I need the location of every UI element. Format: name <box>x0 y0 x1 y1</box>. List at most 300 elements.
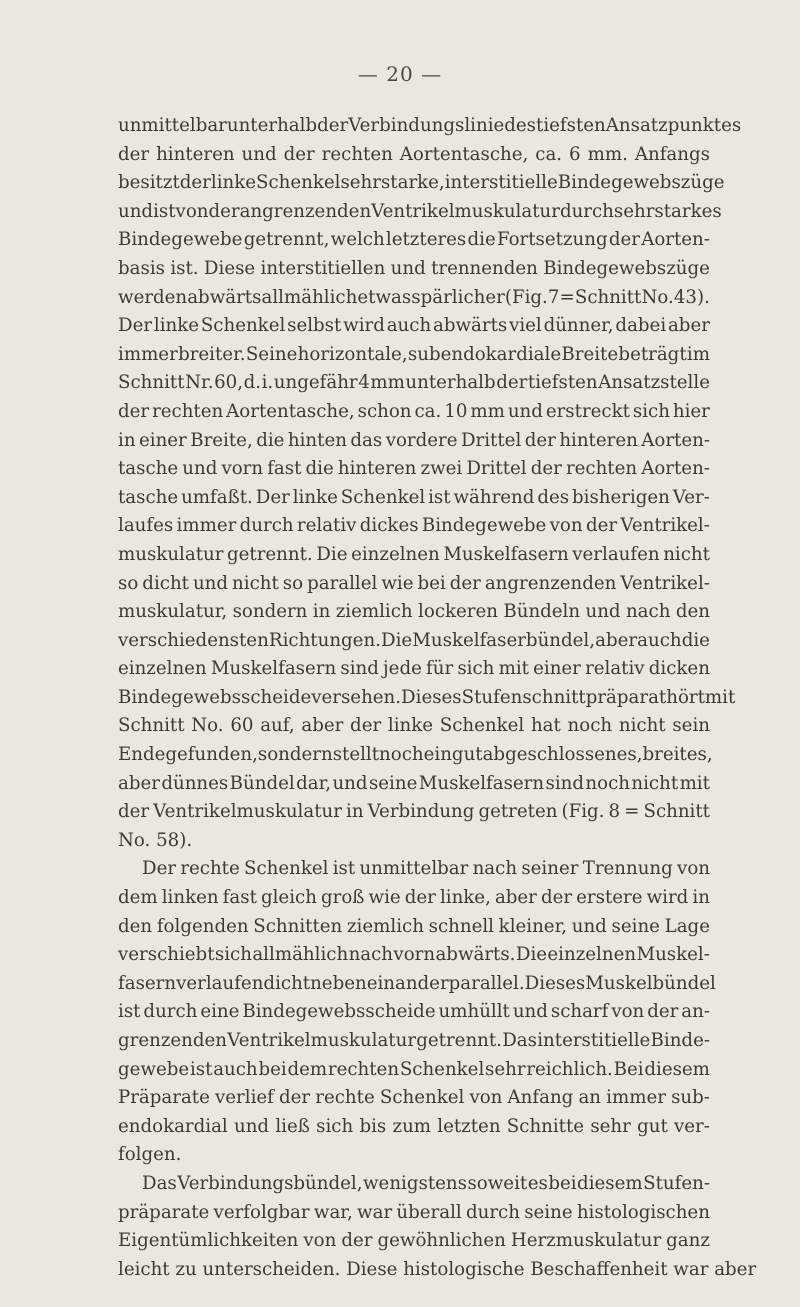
word: sehr <box>613 200 655 222</box>
word: sehr <box>340 172 381 194</box>
word: Muskelfasern <box>210 658 337 680</box>
text-line <box>118 712 710 741</box>
word: nach <box>625 601 671 623</box>
word: Der <box>118 315 153 337</box>
text-line <box>118 112 742 141</box>
word: immer <box>176 515 237 537</box>
word: breiter. <box>178 343 246 365</box>
word: hat <box>530 715 561 737</box>
text-line: folgen. <box>118 1144 182 1166</box>
word: = <box>559 286 575 308</box>
word: Bindegewebszüge <box>557 172 725 194</box>
word: stellt <box>332 744 380 766</box>
word: Schenkel <box>244 858 329 880</box>
word: überall <box>396 1201 462 1223</box>
word: war, <box>313 1201 353 1223</box>
word: und <box>192 572 229 594</box>
word: die <box>256 429 285 451</box>
word: Richtungen. <box>268 629 381 651</box>
word: aber <box>494 887 537 909</box>
word: Muskelfaserbündel, <box>412 629 596 651</box>
word: einzelnen <box>118 658 207 680</box>
word: dünner, <box>543 315 614 337</box>
word: linke <box>387 715 434 737</box>
text-line <box>118 970 716 999</box>
word: verschiebt <box>118 944 215 966</box>
word: Schnitt <box>643 801 710 823</box>
word: aber <box>301 715 344 737</box>
word: dem <box>118 887 158 909</box>
word: sich <box>632 400 670 422</box>
word: groß <box>321 887 365 909</box>
word: sich <box>457 658 495 680</box>
word: schnell <box>428 915 494 937</box>
word: der <box>449 572 481 594</box>
word: 7 <box>547 286 560 308</box>
word: und <box>241 143 277 165</box>
word: Bindegewebe <box>421 515 547 537</box>
text-line <box>118 941 710 970</box>
word: Das <box>502 1030 537 1051</box>
word: sind <box>340 658 379 680</box>
word: fast <box>222 887 257 909</box>
word: diesem <box>644 1058 710 1080</box>
word: linke, <box>439 887 491 909</box>
word: Schenkel <box>379 1087 465 1109</box>
word: No. <box>641 286 674 308</box>
body-text <box>118 112 757 1284</box>
word: wird <box>646 887 689 909</box>
word: und <box>182 458 218 480</box>
word: d. <box>243 372 262 394</box>
word: und <box>585 601 621 623</box>
word: und <box>234 1115 270 1137</box>
word: interstitiellen <box>260 257 386 279</box>
word: des <box>537 486 570 508</box>
word: Seine <box>245 343 298 365</box>
word: getrennt, <box>243 229 330 251</box>
text-line <box>118 855 710 884</box>
word: der <box>179 172 211 194</box>
word: rechten <box>327 1058 400 1080</box>
word: abwärts <box>433 315 508 337</box>
word: und <box>118 200 154 222</box>
text-line <box>118 541 710 570</box>
word: Muskel- <box>636 944 710 966</box>
word: auch <box>637 629 682 651</box>
word: hinteren <box>156 143 235 165</box>
text-line <box>118 284 710 313</box>
text-line <box>118 427 710 456</box>
text-line <box>118 341 710 370</box>
word: reichlich. <box>526 1058 613 1080</box>
word: Aorten- <box>641 458 710 480</box>
text-line <box>118 169 725 198</box>
word: linke <box>153 315 200 337</box>
word: Verbindungslinie <box>348 115 505 136</box>
word: durch <box>239 515 294 537</box>
word: wenigstens <box>362 1172 467 1194</box>
word: Schnitt <box>574 286 642 308</box>
word: gewebe <box>118 1058 190 1080</box>
word: rechte <box>315 1087 375 1109</box>
word: umhüllt <box>438 1001 510 1023</box>
word: rechten <box>565 458 638 480</box>
word: verlaufen <box>572 543 660 565</box>
word: dicht <box>142 572 189 594</box>
word: Ventrikelmuskulatur <box>371 200 560 222</box>
word: interstitielle <box>537 1030 651 1051</box>
word: aber <box>667 315 710 337</box>
word: der <box>585 515 618 537</box>
word: linken <box>161 887 219 909</box>
word: Bindegewebsscheide <box>118 686 312 708</box>
word: ganz <box>666 1230 710 1252</box>
word: Schnitt <box>118 372 185 394</box>
text-line <box>118 398 710 427</box>
word: mit <box>498 658 529 680</box>
word: Schnitt <box>118 715 185 737</box>
word: sich <box>214 944 252 966</box>
word: abgeschlossenes, <box>482 744 643 766</box>
word: Herzmuskulatur <box>510 1230 662 1252</box>
text-line <box>118 455 710 484</box>
word: der <box>647 1001 679 1023</box>
word: Lage <box>664 915 710 937</box>
word: bisherigen <box>571 486 670 508</box>
text-line <box>118 369 710 398</box>
word: Ende <box>118 744 166 766</box>
word: fasern <box>118 972 177 994</box>
paragraph <box>118 1170 757 1284</box>
word: Präparate <box>118 1087 210 1109</box>
word: mm. <box>587 143 628 165</box>
word: seine <box>611 915 660 937</box>
word: Ventrikel- <box>620 515 710 537</box>
word: dünnes <box>161 772 229 794</box>
word: präparate <box>118 1201 210 1223</box>
word: fast <box>267 458 302 480</box>
word: gewöhnlichen <box>377 1230 506 1252</box>
word: i. <box>261 372 274 394</box>
word: tasche <box>118 486 179 508</box>
word: von <box>303 1230 337 1252</box>
word: ca. <box>414 400 442 422</box>
word: angrenzenden <box>239 200 372 222</box>
word: linke <box>210 172 257 194</box>
word: auf, <box>260 715 295 737</box>
word: Stufenschnittpräparat <box>461 686 667 708</box>
word: Verbindung <box>367 801 475 823</box>
word: Ventrikel- <box>620 572 710 594</box>
word: ver- <box>674 1115 710 1137</box>
word: gut <box>451 744 483 766</box>
text-line <box>118 770 710 799</box>
text-line <box>118 226 710 255</box>
word: zwei <box>420 458 463 480</box>
word: endokardial <box>118 1115 228 1137</box>
word: sondern <box>232 601 308 623</box>
word: mm <box>470 400 505 422</box>
word: es <box>527 1172 548 1194</box>
word: rechten <box>321 143 393 165</box>
word: Breite <box>561 343 619 365</box>
word: erstreckt <box>545 400 630 422</box>
word: 60 <box>230 715 254 737</box>
word: umfaßt. <box>181 486 253 508</box>
word: nach <box>348 944 394 966</box>
word: Das <box>142 1172 177 1194</box>
word: Der <box>142 858 177 880</box>
word: noch <box>567 715 613 737</box>
word: der <box>540 887 573 909</box>
word: der <box>341 1230 373 1252</box>
word: ziemlich <box>335 601 413 623</box>
text-line <box>118 1170 710 1199</box>
word: getreten <box>478 801 558 823</box>
word: verschiedensten <box>118 629 269 651</box>
word: Ventrikelmuskulatur <box>153 801 342 823</box>
word: ungefähr <box>273 372 358 394</box>
word: erstere <box>576 887 643 909</box>
word: Die <box>316 543 348 565</box>
word: verfolgbar <box>213 1201 310 1223</box>
word: wie <box>381 572 414 594</box>
word: hinten <box>287 429 347 451</box>
word: letzten <box>437 1115 501 1137</box>
word: den <box>675 601 710 623</box>
word: 60, <box>214 372 243 394</box>
word: nebeneinander <box>310 972 449 994</box>
word: diesem <box>577 1172 643 1194</box>
word: Schnitte <box>506 1115 585 1137</box>
word: das <box>350 429 383 451</box>
word: getrennt. <box>227 543 313 565</box>
word: 4 <box>358 372 370 394</box>
word: durch <box>465 1201 520 1223</box>
word: angrenzenden <box>484 572 617 594</box>
word: der <box>279 1087 311 1109</box>
word: Bündeln <box>503 601 581 623</box>
text-line: No. 58). <box>118 829 193 851</box>
word: Dieses <box>401 686 462 708</box>
word: ist <box>332 858 356 880</box>
word: trennenden <box>431 257 538 279</box>
word: viel <box>509 315 542 337</box>
word: nicht <box>663 543 710 565</box>
word: der <box>283 143 315 165</box>
word: Fortsetzung <box>496 229 608 251</box>
word: den <box>118 915 153 937</box>
word: von <box>549 515 583 537</box>
text-line <box>118 798 710 827</box>
word: dem <box>287 1058 328 1080</box>
word: starkes <box>654 200 722 222</box>
word: wie <box>368 887 401 909</box>
word: Ansatzstelle <box>598 372 710 394</box>
word: Aortentasche, <box>226 400 355 422</box>
word: (Fig. <box>504 286 548 308</box>
word: gleich <box>260 887 317 909</box>
word: noch <box>585 772 630 794</box>
word: beträgt <box>618 343 687 365</box>
word: noch <box>379 744 424 766</box>
word: der <box>530 458 562 480</box>
word: des <box>504 115 537 136</box>
word: soweit <box>467 1172 528 1194</box>
word: und <box>512 1001 548 1023</box>
word: bei <box>417 572 446 594</box>
word: Bindegewebsscheide <box>242 1001 436 1023</box>
word: 43). <box>673 286 710 308</box>
word: letzteres <box>385 229 467 251</box>
text-line <box>118 312 710 341</box>
text-line <box>118 1199 710 1228</box>
text-line <box>118 741 713 770</box>
word: so <box>118 572 139 594</box>
word: Schenkel <box>200 315 286 337</box>
word: Dieses <box>524 972 586 994</box>
word: Bindegewebe <box>118 229 243 251</box>
word: Diese <box>203 257 256 279</box>
word: seiner <box>521 858 579 880</box>
word: laufes <box>118 515 174 537</box>
word: ist. <box>170 257 199 279</box>
word: für <box>426 658 454 680</box>
word: Eigentümlichkeiten <box>118 1230 299 1252</box>
word: unterhalb <box>226 115 318 136</box>
word: sub- <box>671 1087 710 1109</box>
word: tiefsten <box>536 115 606 136</box>
word: relativ <box>585 658 645 680</box>
word: Die <box>381 629 413 651</box>
word: interstitielle <box>444 172 558 194</box>
word: hört <box>666 686 705 708</box>
text-line <box>118 1027 710 1056</box>
word: abwärts. <box>435 944 516 966</box>
text-line <box>118 684 736 713</box>
word: der <box>350 715 382 737</box>
word: unterhalb <box>405 372 496 394</box>
word: ist <box>153 200 176 222</box>
word: auch <box>386 315 432 337</box>
word: vordere <box>385 429 458 451</box>
word: = <box>624 801 640 823</box>
word: sondern <box>257 744 333 766</box>
text-line <box>118 198 722 227</box>
word: seine <box>524 1201 573 1223</box>
word: die <box>681 629 710 651</box>
word: und <box>507 400 543 422</box>
word: muskulatur <box>118 543 224 565</box>
word: Ver- <box>672 486 710 508</box>
text-line <box>118 141 710 170</box>
word: ist <box>189 1058 213 1080</box>
word: immer <box>118 343 178 365</box>
text-line <box>118 1227 710 1256</box>
word: getrennt. <box>416 1030 502 1051</box>
word: Schenkel <box>340 486 426 508</box>
text-line <box>118 598 710 627</box>
word: kleiner, <box>498 915 568 937</box>
word: Anfangs <box>634 143 710 165</box>
word: lockeren <box>418 601 498 623</box>
word: Die <box>515 944 548 966</box>
word: und <box>571 915 607 937</box>
word: Aortentasche, <box>399 143 529 165</box>
word: ist <box>428 486 451 508</box>
word: während <box>453 486 535 508</box>
word: ließ <box>275 1115 310 1137</box>
word: vorn <box>393 944 436 966</box>
word: nicht <box>631 772 679 794</box>
word: dar, <box>296 772 332 794</box>
word: werden <box>118 286 188 308</box>
word: hinteren <box>337 458 417 480</box>
word: an <box>578 1087 602 1109</box>
word: der <box>524 429 556 451</box>
word: parallel. <box>448 972 525 994</box>
word: Muskelfasern <box>443 543 569 565</box>
word: durch <box>559 200 614 222</box>
word: der <box>608 229 640 251</box>
word: Stufen- <box>643 1172 710 1194</box>
word: starke, <box>380 172 445 194</box>
word: etwas <box>357 286 412 308</box>
word: gut <box>637 1115 668 1137</box>
word: einzelnen <box>351 543 440 565</box>
word: ist <box>118 1001 141 1023</box>
word: dicht <box>263 972 311 994</box>
word: nach <box>472 858 518 880</box>
word: histologischen <box>576 1201 710 1223</box>
word: Bündel <box>229 772 295 794</box>
word: sich <box>316 1115 354 1137</box>
word: sind <box>545 772 585 794</box>
word: in <box>692 887 710 909</box>
word: Anfang <box>507 1087 574 1109</box>
paragraph <box>118 855 716 1170</box>
word: hier <box>672 400 710 422</box>
word: versehen. <box>311 686 402 708</box>
word: war <box>357 1201 393 1223</box>
text-line <box>118 512 710 541</box>
word: seine <box>368 772 418 794</box>
word: mit <box>704 686 736 708</box>
word: selbst <box>287 315 342 337</box>
word: relativ <box>296 515 357 537</box>
word: einer <box>533 658 581 680</box>
word: (Fig. <box>561 801 605 823</box>
word: zum <box>392 1115 432 1137</box>
word: hinteren <box>559 429 638 451</box>
word: rechte <box>180 858 240 880</box>
word: Trennung <box>582 858 673 880</box>
word: spärlicher <box>411 286 505 308</box>
word: von <box>677 858 710 880</box>
word: Bei <box>613 1058 644 1080</box>
word: allmählich <box>261 286 358 308</box>
word: Schnitten <box>253 915 343 937</box>
word: unmittelbar <box>118 115 227 136</box>
word: rechten <box>152 400 224 422</box>
text-line <box>118 655 710 684</box>
word: bis <box>359 1115 387 1137</box>
paragraph <box>118 112 742 855</box>
word: Muskelbündel <box>585 972 716 994</box>
word: 6 <box>569 143 581 165</box>
word: von <box>469 1087 503 1109</box>
